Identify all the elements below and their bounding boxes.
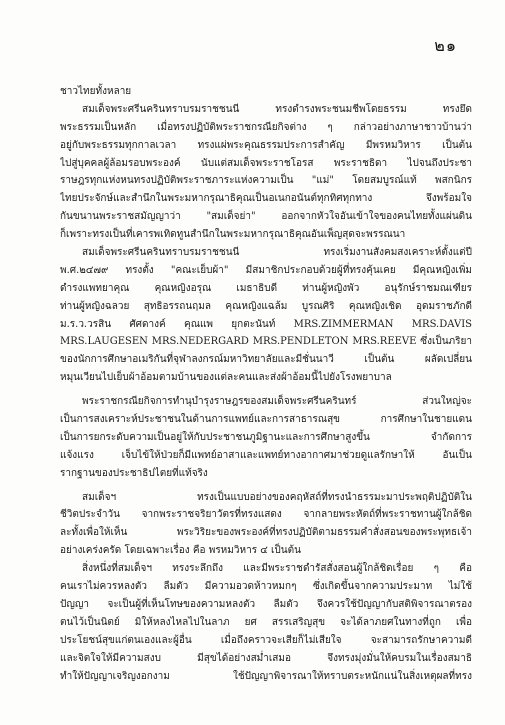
text-line: สมเด็จฯ ทรงเป็นแบบอย่างของคฤหัสถ์ที่ทรงนำธรรมะมาประพฤติปฏิบัติใน [82,491,472,503]
text-line: ตนไว้เป็นนิตย์ มิให้หลงไหลไปในลาภ ยศ สรรเสริญสุข จะได้ลาภยศในทางที่ถูก เพื่อ [60,616,472,628]
paragraph-3 [60,393,472,482]
text-line: แจ้งแรง เจ็บไข้ให้ป่วยก็มีแพทย์อาสาและแพทย์ทางอากาศมาช่วยดูแลรักษาให้ อันเป็น [60,449,472,461]
paragraph-2 [60,244,472,387]
text-line: ไทยประจักษ์และสำนึกในพระมหากรุณาธิคุณเป็นอเนกอนันต์ทุกทิศทุกทาง จึงพร้อมใจ [60,193,472,205]
paragraph-1 [60,101,472,244]
text-line: ก็เพราะทรงเป็นที่เคารพเทิดทูนสำนึกในพระมหากรุณาธิคุณอันเพ็ญสุดจะพรรณนา [60,229,406,241]
text-line: ปัญญา จะเป็นผู้ที่เห็นโทษของความหลงตัว ลืมตัว จึงควรใช้ปัญญากับสติพิจารณาตรอง [60,598,472,610]
text-line: เป็นการยกระดับความเป็นอยู่ให้กับประชาชนภูมิฐานะและการศึกษาสูงขึ้น จำกัดการ [60,431,472,443]
text-line: และจิตใจให้มีความสงบ มีสุขได้อย่างสม่ำเสมอ จึงทรงมุ่งมั่นให้คบรมในเรื่องสมาธิ [60,652,472,664]
text-line: รากฐานของประชาธิปไตยที่แท้จริง [60,467,208,479]
text-line: คนเราไม่ควรหลงตัว ลืมตัว มีความอวดห้าวหมกๆ ซึ่งเกิดขึ้นจากความประมาท ไม่ใช้ [60,581,472,593]
text-line: ไปสู่บุคคลผู้ล้อมรอบพระองค์ นับแต่สมเด็จพระราชโอรส พระราชธิดา ไปจนถึงประชา [60,157,472,169]
text-line: พระธรรมเป็นหลัก เมื่อทรงปฏิบัติพระราชกรณียกิจต่าง ๆ กล่าวอย่างภาษาชาวบ้านว่า [60,121,472,133]
text-line: ม.ร.ว.วรสิน ศัศดางค์ คุณแพ ยุกตะนันท์ MRS.ZIMMERMAN MRS.DAVIS [60,318,472,330]
text-line: ของนักการศึกษาอเมริกันที่จุฬาลงกรณ์มหาวิทยาลัยและมีชั่นนาวี เป็นต้น ผลัดเปลี่ยน [60,354,472,366]
text-line: ประโยชน์สุขแก่ตนเองและผู้อื่น เมื่อถึงคราวจะเสียก็ไม่เสียใจ จะสามารถรักษาความดี [60,634,472,646]
text-line: สิ่งหนึ่งที่สมเด็จฯ ทรงระลึกถึง และมีพระราชดำรัสสั่งสอนผู้ใกล้ชิดเรื่อย ๆ คือ [82,563,472,575]
text-line: กันขนานพระราชสมัญญาว่า "สมเด็จย่า" ออกจากหัวใจอันเข้าใจของคนไทยทั้งแผ่นดิน [60,211,472,223]
text-line: อย่างเคร่งครัด โดยเฉพาะเรื่อง คือ พรหมวิหาร ๔ เป็นต้น [60,545,301,557]
text-line: ราษฎรทุกแห่งหนทรงปฏิบัติพระราชภาระแห่งความเป็น "แม่" โดยสมบูรณ์แท้ พสกนิกร [60,175,472,187]
text-line: อยู่กับพระธรรมทุกกาลเวลา ทรงแผ่พระคุณธรรมประการสำคัญ มีพรหมวิหาร เป็นต้น [60,139,472,151]
text-line: ทำให้ปัญญาเจริญงอกงาม ใช้ปัญญาพิจารณาให้ทราบตระหนักแน่ในสิ่งเหตุผลที่ทรง [60,670,472,682]
text-line: MRS.LAUGESEN MRS.NEDERGARD MRS.PENDLETON MRS.REEVE ซึ่งเป็นภริยา [60,336,472,348]
paragraph-5 [60,560,472,685]
text-line: ละทั้งเพื่อให้เห็น พระวิริยะของพระองค์ที่ทรงปฏิบัติตามธรรมคำสั่งสอนของพระพุทธเจ้า [60,527,472,539]
text-line: สมเด็จพระศรีนครินทราบรมราชชนนี ทรงดำรงพระชนมชีพโดยธรรม ทรงยึด [82,103,472,115]
text-line: เป็นการสงเคราะห์ประชาชนในด้านการแพทย์และการสาธารณสุข การศึกษาในชายแดน [60,414,472,426]
text-line: ดำรงแพทยาคุณ คุณหญิงอรุณ เมธาธิบดี ท่านผู้หญิงพัว อนุรักษ์ราชมณเฑียร [60,282,472,294]
text-line: พ.ศ.๒๔๗๙ ทรงตั้ง "คณะเย็บผ้า" มีสมาชิกประกอบด้วยผู้ที่ทรงคุ้นเคย มีคุณหญิงเพิ่ม [60,264,472,276]
paragraph-4 [60,489,472,561]
text-line: ชีวิตประจำวัน จากพระราชจริยาวัตรที่ทรงแสดง จากลายพระหัตถ์ที่พระราชทานผู้ใกล้ชิด [60,509,472,521]
text-line: ท่านผู้หญิงฉลวย สุทธิอรรถนฤมล คุณหญิงแฉล้ม บูรณศิริ คุณหญิงเชิด อุดมราชภักดี [60,300,472,312]
text-line: สมเด็จพระศรีนครินทราบรมราชชนนี ทรงเริ่มงานสังคมสงเคราะห์ตั้งแต่ปี [82,247,472,259]
greeting: ชาวไทยทั้งหลาย [60,86,132,97]
page-number: ๒๑ [434,36,457,55]
text-line: พระราชกรณียกิจการทำนุบำรุงราษฎรของสมเด็จพระศรีนครินทร์ ส่วนใหญ่จะ [82,396,472,408]
body-text [60,83,472,685]
text-line: หมุนเวียนไปเย็บผ้าอ้อมตามบ้านของแต่ละคนและส่งผ้าอ้อมนี้ไปยังโรงพยาบาล [60,372,392,384]
